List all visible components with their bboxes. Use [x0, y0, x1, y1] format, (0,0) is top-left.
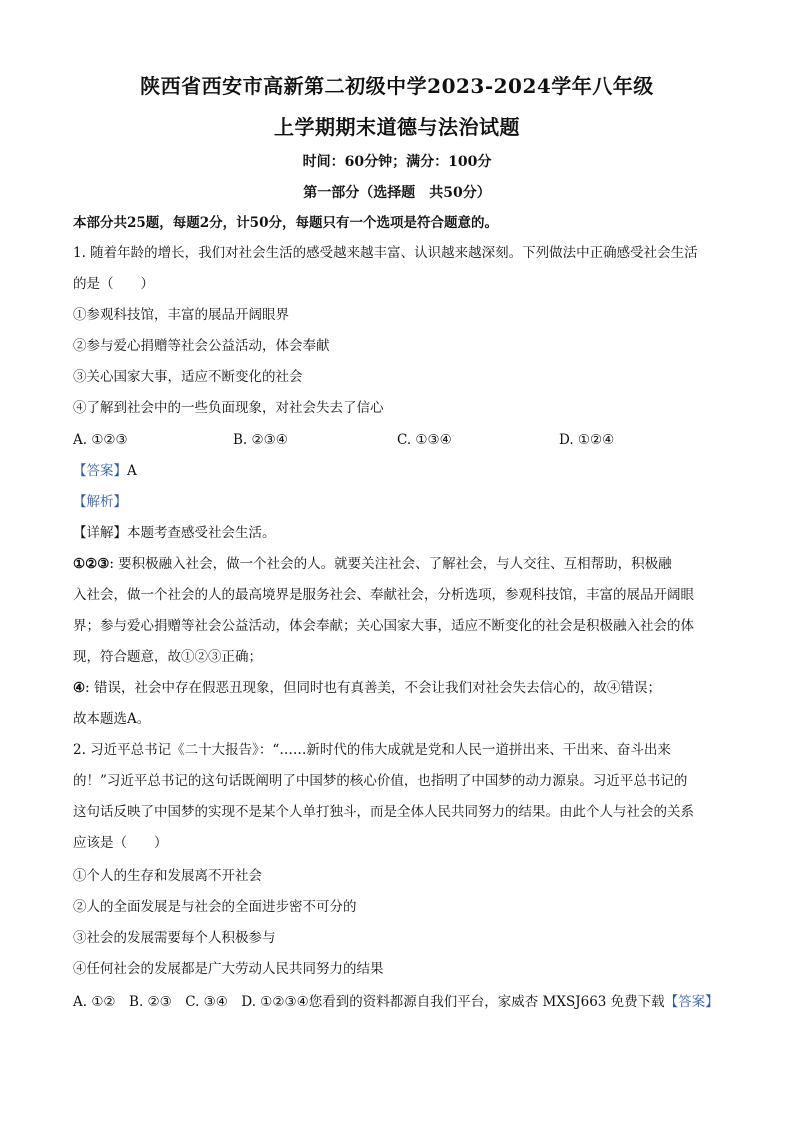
q1-explain2	[73, 678, 725, 698]
exam-title-line1: 陕西省西安市高新第二初级中学2023-2024学年八年级	[140, 74, 654, 98]
q1-item-2: ②参与爱心捐赠等社会公益活动，体会奉献	[73, 338, 330, 354]
explain-lead: ①②③	[73, 556, 110, 572]
detail-text: 本题考查感受社会生活。	[127, 525, 276, 541]
instructions: 本部分共25题，每题2分，计50分，每题只有一个选项是符合题意的。	[73, 215, 498, 231]
q1-item-4: ④了解到社会中的一些负面现象，对社会失去了信心	[73, 400, 384, 416]
answer-tag: 【答案】	[73, 463, 127, 479]
explain2-lead: ④	[73, 680, 86, 696]
q2-item-2: ②人的全面发展是与社会的全面进步密不可分的	[73, 899, 357, 915]
q2-stem-line3: 这句话反映了中国梦的实现不是某个人单打独斗，而是全体人民共同努力的结果。由此个人与社会的关系	[73, 804, 694, 820]
q1-option-c: C. ①③④	[397, 432, 452, 448]
q2-options: A. ①② B. ②③ C. ③④ D. ①②③④	[73, 994, 309, 1010]
answer-value: A	[127, 463, 137, 479]
part-title: 第一部分（选择题 共50分）	[303, 185, 491, 201]
q1-explain-line1	[73, 554, 725, 574]
q2-answer-tag: 【答案】	[664, 994, 719, 1010]
q1-stem-line1: 1. 随着年龄的增长，我们对社会生活的感受越来越丰富、认识越来越深刻。下列做法中正确感受社会生活	[73, 245, 698, 261]
q1-explain-line2: 入社会，做一个社会的人的最高境界是服务社会、奉献社会，分析选项，参观科技馆，丰富的展品开阔眼	[73, 587, 694, 603]
q2-options-row	[73, 992, 725, 1012]
q2-item-4: ④任何社会的发展都是广大劳动人民共同努力的结果	[73, 961, 384, 977]
q1-item-1: ①参观科技馆，丰富的展品开阔眼界	[73, 307, 289, 323]
detail-tag: 【详解】	[73, 525, 127, 541]
explain2-text: : 错误，社会中存在假恶丑现象，但同时也有真善美，不会让我们对社会失去信心的，故④错误；	[85, 680, 661, 696]
explain-text: : 要积极融入社会，做一个社会的人。就要关注社会、了解社会，与人交往、互相帮助，积极融	[109, 556, 672, 572]
q1-detail	[73, 523, 725, 543]
q2-stem-line1: 2. 习近平总书记《二十大报告》：“……新时代的伟大成就是党和人民一道拼出来、干出来、奋斗出来	[73, 742, 671, 758]
time-score: 时间：60分钟；满分：100分	[302, 154, 492, 170]
q1-explain-line4: 现，符合题意，故①②③正确；	[73, 649, 262, 665]
q1-conclusion: 故本题选A。	[73, 711, 151, 727]
q1-explain-line3: 界；参与爱心捐赠等社会公益活动，体会奉献；关心国家大事，适应不断变化的社会是积极融入社会的体	[73, 618, 694, 634]
q2-stem-line2: 的！”习近平总书记的这句话既阐明了中国梦的核心价值，也指明了中国梦的动力源泉。习近平总书记的	[73, 773, 688, 789]
q2-item-3: ③社会的发展需要每个人积极参与	[73, 930, 276, 946]
q1-option-b: B. ②③④	[233, 432, 288, 448]
source-notice: 您看到的资料都源自我们平台，家威杏 MXSJ663 免费下载	[308, 994, 665, 1010]
q1-item-3: ③关心国家大事，适应不断变化的社会	[73, 369, 303, 385]
q1-stem-line2: 的是（ ）	[73, 276, 154, 292]
q1-option-a: A. ①②③	[73, 432, 128, 448]
exam-title-line2: 上学期期末道德与法治试题	[274, 115, 520, 139]
q2-item-1: ①个人的生存和发展离不开社会	[73, 868, 262, 884]
q1-answer	[73, 461, 725, 481]
q1-analysis-tag: 【解析】	[73, 494, 127, 510]
q1-option-d: D. ①②④	[559, 432, 615, 448]
q2-stem-line4: 应该是（ ）	[73, 835, 168, 851]
